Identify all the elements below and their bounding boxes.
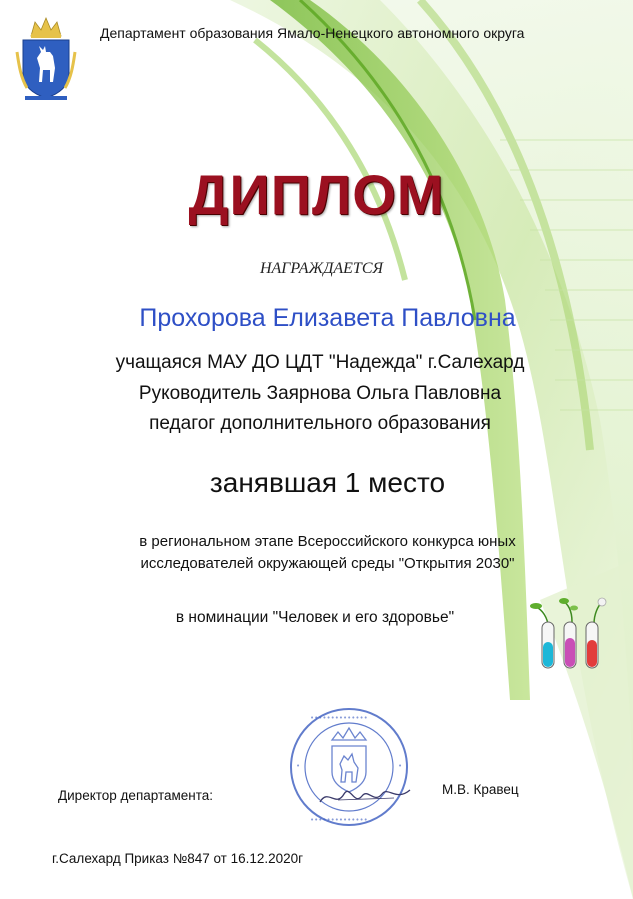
director-name: М.В. Кравец xyxy=(442,782,519,797)
contest-line-1: в региональном этапе Всероссийского конкурса юных xyxy=(139,533,516,550)
awarded-label: НАГРАЖДАЕТСЯ xyxy=(259,260,384,277)
recipient-school: учащаяся МАУ ДО ЦДТ "Надежда" г.Салехард xyxy=(115,352,525,373)
svg-text:•: • xyxy=(296,762,301,770)
diploma-title: ДИПЛОМ xyxy=(188,163,445,226)
department-name: Департамент образования Ямало-Ненецкого автономного округа xyxy=(100,25,525,41)
contest-line-2: исследователей окружающей среды "Открытия 2030" xyxy=(140,555,515,572)
supervisor-position: педагог дополнительного образования xyxy=(149,413,491,434)
svg-text:•: • xyxy=(398,762,403,770)
yanao-emblem-icon xyxy=(15,12,77,102)
order-reference: г.Салехард Приказ №847 от 16.12.2020г xyxy=(52,851,304,866)
supervisor-line: Руководитель Заярнова Ольга Павловна xyxy=(138,383,502,404)
test-tubes-icon xyxy=(528,594,608,674)
svg-text:••••••••••••••: •••••••••••••• xyxy=(310,714,368,722)
place-text: занявшая 1 место xyxy=(209,467,446,498)
svg-text:••••••••••••••: •••••••••••••• xyxy=(310,816,368,824)
recipient-name: Прохорова Елизавета Павловна xyxy=(139,304,516,332)
signature-icon xyxy=(318,778,414,812)
nomination-text: в номинации "Человек и его здоровье" xyxy=(175,609,455,626)
director-label: Директор департамента: xyxy=(58,788,214,803)
